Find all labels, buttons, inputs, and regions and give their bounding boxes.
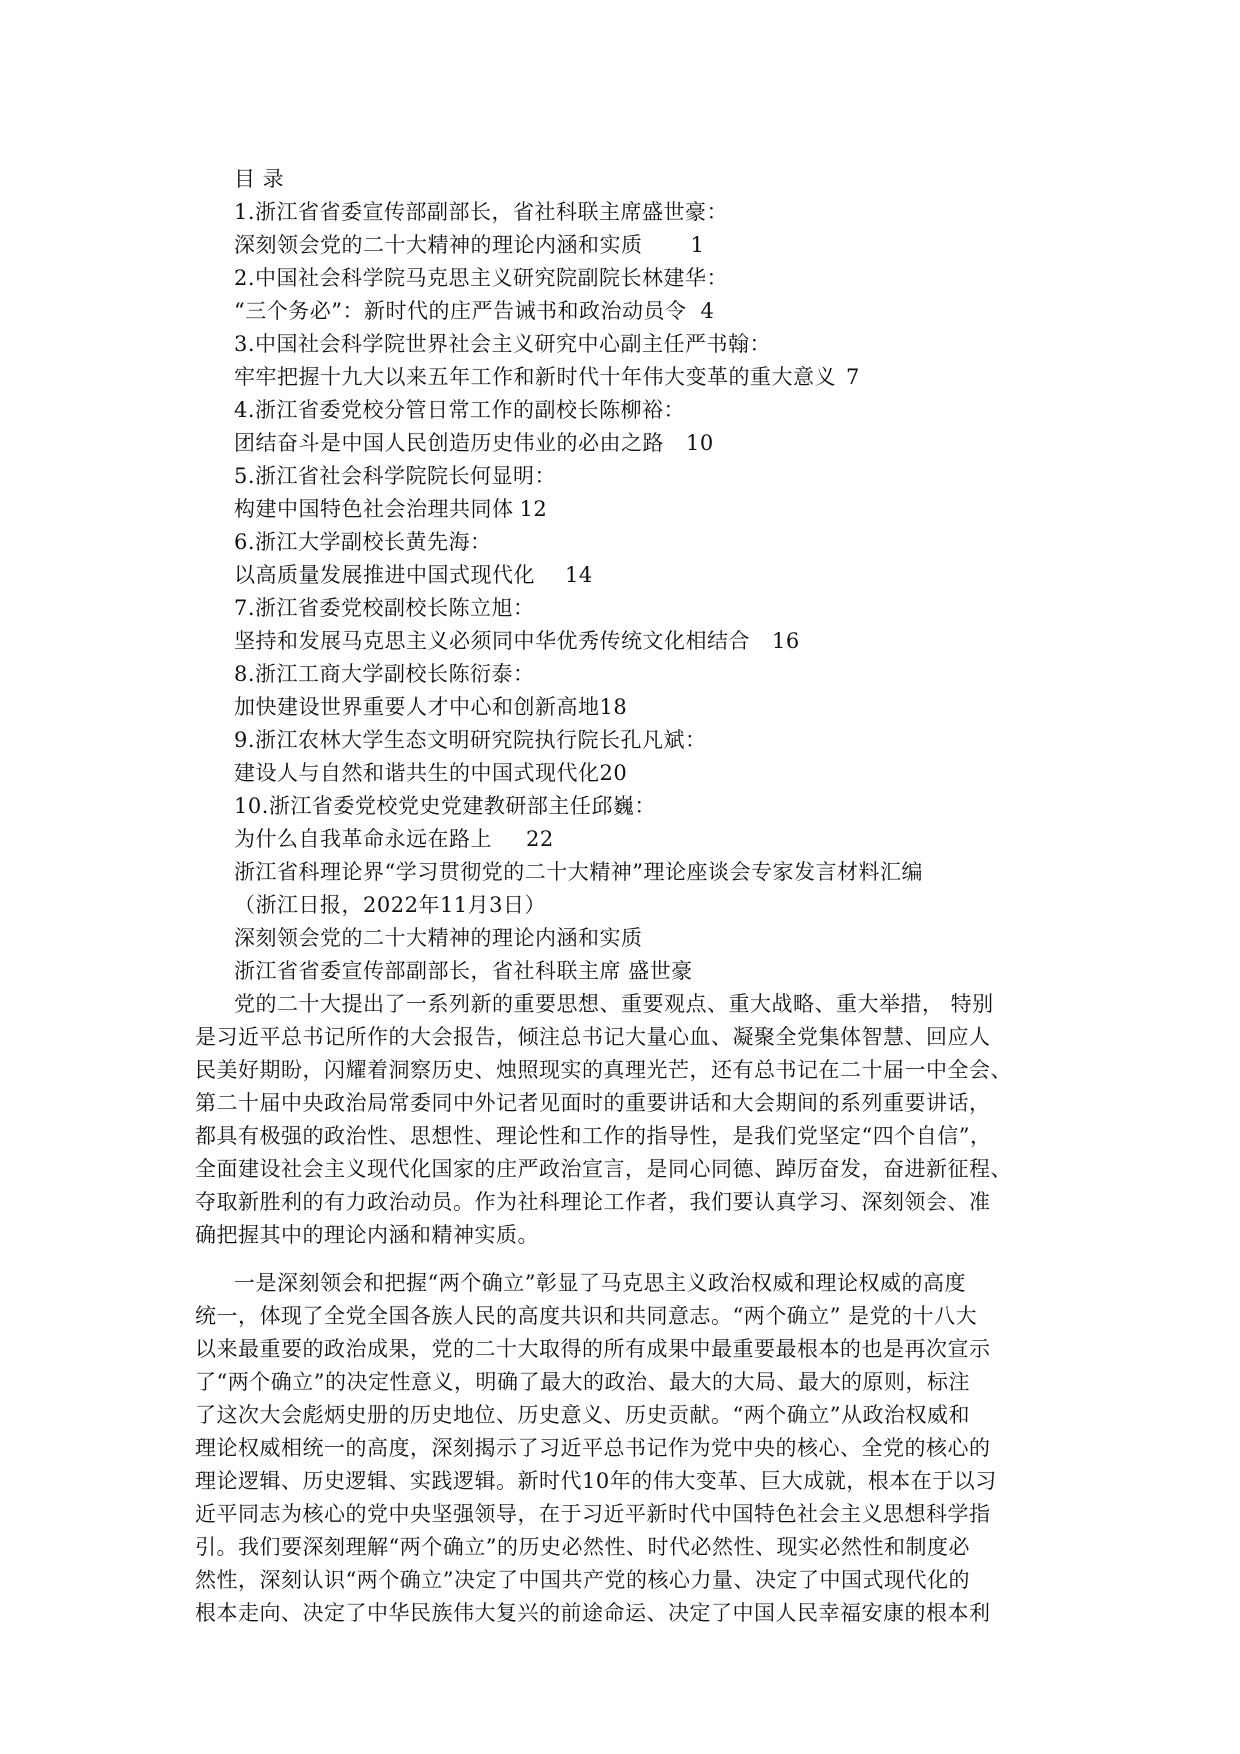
- source-line: （浙江日报，2022年11月3日）: [234, 893, 547, 917]
- paragraph-line: 确把握其中的理论内涵和精神实质。: [195, 1223, 539, 1247]
- paragraph-line: 了这次大会彪炳史册的历史地位、历史意义、历史贡献。“两个确立”从政治权威和: [195, 1403, 970, 1427]
- toc-entry-2-heading: 2.中国社会科学院马克思主义研究院副院长林建华：: [234, 266, 729, 290]
- toc-entry-10-heading: 10.浙江省委党校党史党建教研部主任邱巍：: [234, 794, 656, 818]
- toc-entry-6-heading: 6.浙江大学副校长黄先海：: [234, 530, 492, 554]
- paragraph-line: 党的二十大提出了一系列新的重要思想、重要观点、重大战略、重大举措， 特别: [234, 992, 994, 1016]
- toc-entry-10-page: 22: [526, 827, 554, 851]
- collection-title: 浙江省科理论界“学习贯彻党的二十大精神”理论座谈会专家发言材料汇编: [234, 860, 923, 884]
- paragraph-line: 然性，深刻认识“两个确立”决定了中国共产党的核心力量、决定了中国式现代化的: [195, 1568, 970, 1592]
- paragraph-line: 都具有极强的政治性、思想性、理论性和工作的指导性，是我们党坚定“四个自信”，: [195, 1124, 992, 1148]
- toc-entry-8-page: 18: [599, 695, 628, 719]
- article-title: 深刻领会党的二十大精神的理论内涵和实质: [234, 926, 643, 950]
- toc-entry-7-title: 坚持和发展马克思主义必须同中华优秀传统文化相结合 16: [234, 629, 800, 653]
- toc-entry-6-title: 以高质量发展推进中国式现代化 14: [234, 563, 593, 587]
- paragraph-line: 了“两个确立”的决定性意义，明确了最大的政治、最大的大局、最大的原则，标注: [195, 1370, 970, 1394]
- paragraph-line: 一是深刻领会和把握“两个确立”彰显了马克思主义政治权威和理论权威的高度: [234, 1271, 966, 1295]
- toc-entry-5-title: 构建中国特色社会治理共同体 12: [234, 497, 548, 521]
- toc-entry-4-page: 10: [686, 431, 714, 455]
- toc-entry-3-heading: 3.中国社会科学院世界社会主义研究中心副主任严书翰：: [234, 332, 772, 356]
- toc-entry-9-heading: 9.浙江农林大学生态文明研究院执行院长孔凡斌：: [234, 728, 707, 752]
- paragraph-line: 夺取新胜利的有力政治动员。作为社科理论工作者，我们要认真学习、深刻领会、准: [195, 1190, 991, 1214]
- toc-entry-1-page: 1: [690, 233, 705, 257]
- paragraph-line: 理论逻辑、历史逻辑、实践逻辑。新时代10年的伟大变革、巨大成就，根本在于以习: [195, 1469, 997, 1493]
- paragraph-line: 全面建设社会主义现代化国家的庄严政治宣言，是同心同德、踔厉奋发，奋进新征程、: [195, 1157, 1012, 1181]
- toc-entry-1-title: 深刻领会党的二十大精神的理论内涵和实质 1: [234, 233, 705, 257]
- paragraph-line: 近平同志为核心的党中央坚强领导，在于习近平新时代中国特色社会主义思想科学指: [195, 1502, 991, 1526]
- toc-entry-8-title: 加快建设世界重要人才中心和创新高地18: [234, 695, 628, 719]
- toc-entry-5-page: 12: [519, 497, 548, 521]
- toc-entry-2-title: “三个务必”：新时代的庄严告诫书和政治动员令 4: [234, 299, 715, 323]
- article-author: 浙江省省委宣传部副部长，省社科联主席 盛世豪: [234, 959, 693, 983]
- toc-entry-2-page: 4: [700, 299, 715, 323]
- toc-entry-1-heading: 1.浙江省省委宣传部副部长，省社科联主席盛世豪：: [234, 200, 729, 224]
- paragraph-line: 理论权威相统一的高度，深刻揭示了习近平总书记作为党中央的核心、全党的核心的: [195, 1436, 991, 1460]
- toc-title: 目 录: [234, 167, 285, 191]
- paragraph-line: 统一，体现了全党全国各族人民的高度共识和共同意志。“两个确立” 是党的十八大: [195, 1304, 978, 1328]
- toc-entry-10-title: 为什么自我革命永远在路上 22: [234, 827, 554, 851]
- toc-entry-3-title: 牢牢把握十九大以来五年工作和新时代十年伟大变革的重大意义 7: [234, 365, 860, 389]
- paragraph-line: 引。我们要深刻理解“两个确立”的历史必然性、时代必然性、现实必然性和制度必: [195, 1535, 970, 1559]
- paragraph-line: 民美好期盼，闪耀着洞察历史、烛照现实的真理光芒，还有总书记在二十届一中全会、: [195, 1058, 1012, 1082]
- toc-entry-5-heading: 5.浙江省社会科学院院长何显明：: [234, 464, 557, 488]
- toc-entry-7-page: 16: [772, 629, 800, 653]
- toc-entry-4-title: 团结奋斗是中国人民创造历史伟业的必由之路 10: [234, 431, 714, 455]
- toc-entry-8-heading: 8.浙江工商大学副校长陈衍泰：: [234, 662, 535, 686]
- paragraph-line: 第二十届中央政治局常委同中外记者见面时的重要讲话和大会期间的系列重要讲话，: [195, 1091, 991, 1115]
- toc-entry-9-page: 20: [599, 761, 628, 785]
- toc-entry-4-heading: 4.浙江省委党校分管日常工作的副校长陈柳裕：: [234, 398, 686, 422]
- paragraph-line: 根本走向、决定了中华民族伟大复兴的前途命运、决定了中国人民幸福安康的根本利: [195, 1601, 991, 1625]
- toc-entry-3-page: 7: [846, 365, 860, 389]
- toc-entry-9-title: 建设人与自然和谐共生的中国式现代化20: [234, 761, 628, 785]
- toc-entry-6-page: 14: [565, 563, 593, 587]
- toc-entry-7-heading: 7.浙江省委党校副校长陈立旭：: [234, 596, 535, 620]
- paragraph-line: 以来最重要的政治成果，党的二十大取得的所有成果中最重要最根本的也是再次宣示: [195, 1337, 991, 1361]
- paragraph-line: 是习近平总书记所作的大会报告，倾注总书记大量心血、凝聚全党集体智慧、回应人: [195, 1025, 991, 1049]
